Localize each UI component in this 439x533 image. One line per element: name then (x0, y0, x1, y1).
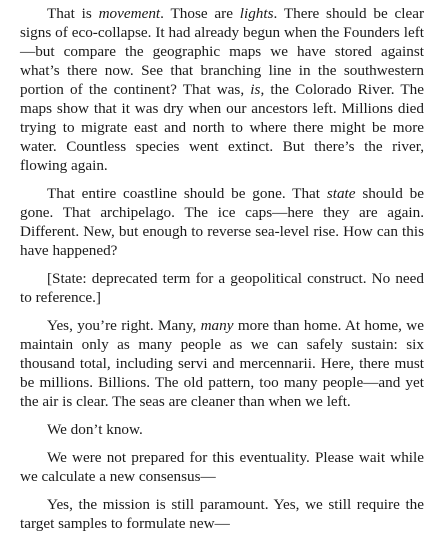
paragraph (20, 316, 424, 411)
paragraph (20, 4, 424, 175)
text-run: . There should be clear signs of eco-collapse. It had already begun when the Founders left—but compare the geographic maps we have stored against what’s there now. See that branching line in the southwestern portion of the continent? That was, (20, 5, 424, 98)
text-run: . Those are (160, 5, 240, 22)
emphasized-text: many (200, 317, 234, 334)
paragraph (20, 420, 424, 439)
text-run: We were not prepared for this eventuality. Please wait while we calculate a new consensus— (20, 449, 424, 485)
text-run: Yes, you’re right. Many, (47, 317, 201, 334)
paragraph (20, 495, 424, 533)
text-run: should be gone. That archipelago. The ice caps—here they are again. Different. New, but enough to reverse sea-level rise. How can this have happened? (20, 185, 424, 259)
book-page (20, 4, 424, 533)
text-run: That entire coastline should be gone. That (47, 185, 327, 202)
emphasized-text: movement (98, 5, 161, 22)
emphasized-text: state (326, 185, 356, 202)
text-run: We don’t know. (47, 421, 143, 438)
paragraph (20, 448, 424, 486)
emphasized-text: is (250, 81, 261, 98)
text-run: That is (47, 5, 99, 22)
text-run: Yes, the mission is still paramount. Yes, we still require the target samples to formulate new— (20, 496, 424, 532)
text-run: more than home. At home, we maintain only as many people as we can safely sustain: six thousand total, including servi and mercennarii. Here, there must be millions. Billions. The old pattern, too many people—and yet the air is clear. The seas are cleaner than when we left. (20, 317, 424, 410)
text-run: [State: deprecated term for a geopolitical construct. No need to reference.] (20, 270, 424, 306)
text-run: , the Colorado River. The maps show that it was dry when our ancestors left. Millions died trying to migrate east and north to where there might be more water. Countless species went extinct. But there’s the river, flowing again. (20, 81, 424, 174)
paragraph (20, 269, 424, 307)
paragraph (20, 184, 424, 260)
emphasized-text: lights (239, 5, 274, 22)
